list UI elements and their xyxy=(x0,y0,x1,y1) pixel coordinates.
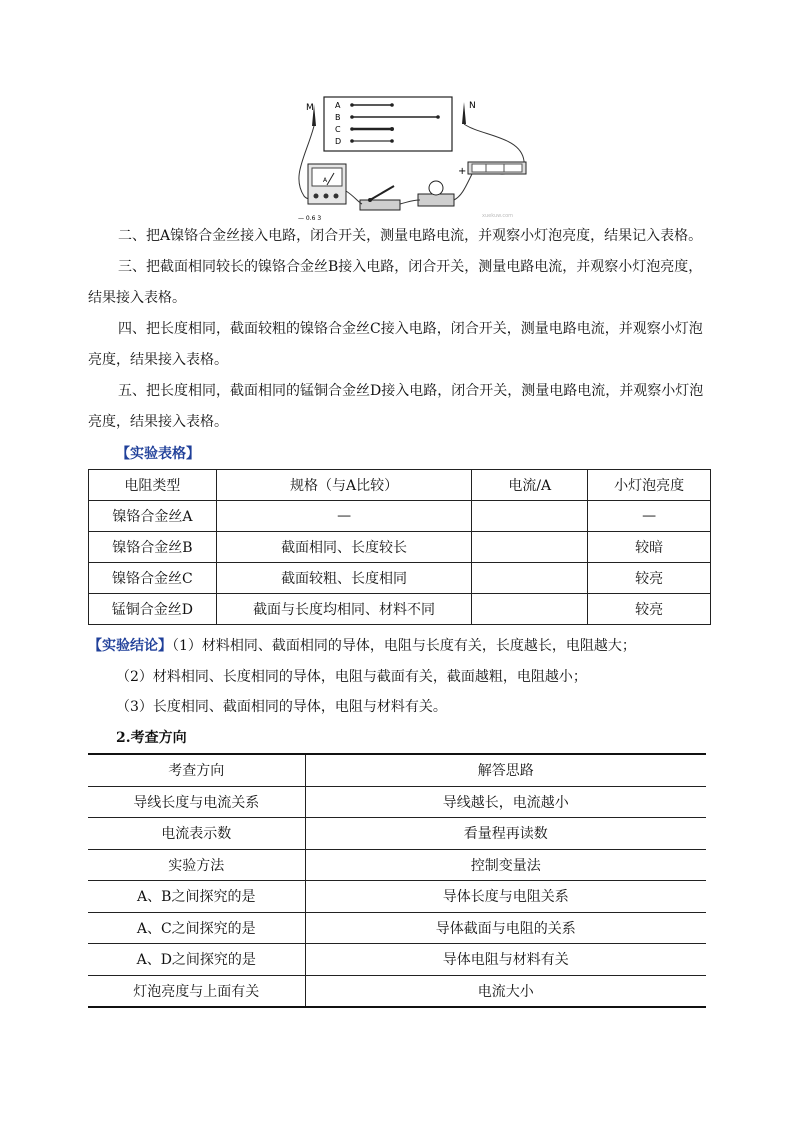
section-title: 2.考查方向 xyxy=(116,730,187,746)
lamp-icon xyxy=(418,181,454,206)
table-cell: 看量程再读数 xyxy=(305,818,706,850)
table-cell: A、C之间探究的是 xyxy=(88,912,305,944)
meter-scale-label: — 0.6 3 xyxy=(298,215,322,222)
table-row xyxy=(88,881,706,913)
table-cell: 镍铬合金丝B xyxy=(89,532,217,563)
table-cell: 导体长度与电阻关系 xyxy=(305,881,706,913)
table-cell: 导体截面与电阻的关系 xyxy=(305,912,706,944)
table-header-cell: 规格（与A比较） xyxy=(216,470,472,501)
table-cell xyxy=(472,594,588,625)
table-header-cell: 小灯泡亮度 xyxy=(588,470,711,501)
table-row xyxy=(88,818,706,850)
table-cell: 锰铜合金丝D xyxy=(89,594,217,625)
plus-sign: + xyxy=(458,166,467,177)
switch-icon xyxy=(360,186,400,210)
wire-label-b: B xyxy=(335,113,341,122)
table-cell xyxy=(472,532,588,563)
table-row xyxy=(89,563,711,594)
wire-label-a: A xyxy=(335,101,341,110)
step-2: 二、把A镍铬合金丝接入电路，闭合开关，测量电路电流，并观察小灯泡亮度，结果记入表格。 xyxy=(118,228,703,244)
conclusion-text-1: （1）材料相同、截面相同的导体，电阻与长度有关，长度越长，电阻越大； xyxy=(172,638,636,654)
exam-direction-table xyxy=(88,753,706,1008)
table-cell: A、B之间探究的是 xyxy=(88,881,305,913)
table-row xyxy=(89,594,711,625)
table-cell: 镍铬合金丝C xyxy=(89,563,217,594)
table-cell xyxy=(472,501,588,532)
clip-right-icon xyxy=(462,102,466,124)
table-cell: 导线长度与电流关系 xyxy=(88,786,305,818)
step-3: 三、把截面相同较长的镍铬合金丝B接入电路，闭合开关，测量电路电流，并观察小灯泡亮度，结果接入表格。 xyxy=(88,259,703,306)
conclusion-heading: 【实验结论】 xyxy=(88,638,172,654)
table-cell xyxy=(472,563,588,594)
terminal-right-label: N xyxy=(469,101,476,111)
table-cell: 导线越长，电流越小 xyxy=(305,786,706,818)
table-row xyxy=(88,975,706,1007)
table-cell: 电流表示数 xyxy=(88,818,305,850)
watermark: xuekuw.com xyxy=(482,213,514,219)
table1-heading: 【实验表格】 xyxy=(116,446,200,462)
table-cell: 截面较粗、长度相同 xyxy=(216,563,472,594)
circuit-diagram xyxy=(286,96,532,224)
table-cell: 电流大小 xyxy=(305,975,706,1007)
wire-label-c: C xyxy=(335,125,341,134)
meter-label: A xyxy=(323,177,328,184)
table-cell: 灯泡亮度与上面有关 xyxy=(88,975,305,1007)
conclusion-line-2: （2）材料相同、长度相同的导体，电阻与截面有关，截面越粗，电阻越小； xyxy=(116,669,587,685)
table-row xyxy=(88,849,706,881)
table-cell: 截面相同、长度较长 xyxy=(216,532,472,563)
terminal-left-label: M xyxy=(306,103,314,113)
table-row xyxy=(88,786,706,818)
step-4: 四、把长度相同，截面较粗的镍铬合金丝C接入电路，闭合开关，测量电路电流，并观察小灯泡亮度，结果接入表格。 xyxy=(88,321,703,368)
table-cell: 导体电阻与材料有关 xyxy=(305,944,706,976)
table-cell: — xyxy=(588,501,711,532)
ammeter-icon xyxy=(308,164,346,204)
table-cell: 控制变量法 xyxy=(305,849,706,881)
table-cell: 较亮 xyxy=(588,594,711,625)
table-cell: 较暗 xyxy=(588,532,711,563)
table-header-row xyxy=(89,470,711,501)
table-header-cell: 解答思路 xyxy=(305,754,706,786)
step-5: 五、把长度相同，截面相同的锰铜合金丝D接入电路，闭合开关，测量电路电流，并观察小灯泡亮度，结果接入表格。 xyxy=(88,383,704,430)
battery-icon xyxy=(468,162,526,174)
table-header-cell: 电流/A xyxy=(472,470,588,501)
table-row xyxy=(89,501,711,532)
table-header-row xyxy=(88,754,706,786)
table-cell: A、D之间探究的是 xyxy=(88,944,305,976)
table-cell: 实验方法 xyxy=(88,849,305,881)
wire-label-d: D xyxy=(335,137,342,146)
table-row xyxy=(88,912,706,944)
conclusion-line-1 xyxy=(88,636,728,656)
conclusion-line-3: （3）长度相同、截面相同的导体，电阻与材料有关。 xyxy=(116,699,447,715)
table-cell: 镍铬合金丝A xyxy=(89,501,217,532)
table-cell: 截面与长度均相同、材料不同 xyxy=(216,594,472,625)
table-header-cell: 考查方向 xyxy=(88,754,305,786)
experiment-table xyxy=(88,469,711,625)
table-cell: — xyxy=(216,501,472,532)
table-row xyxy=(89,532,711,563)
table-cell: 较亮 xyxy=(588,563,711,594)
table-header-cell: 电阻类型 xyxy=(89,470,217,501)
table-row xyxy=(88,944,706,976)
